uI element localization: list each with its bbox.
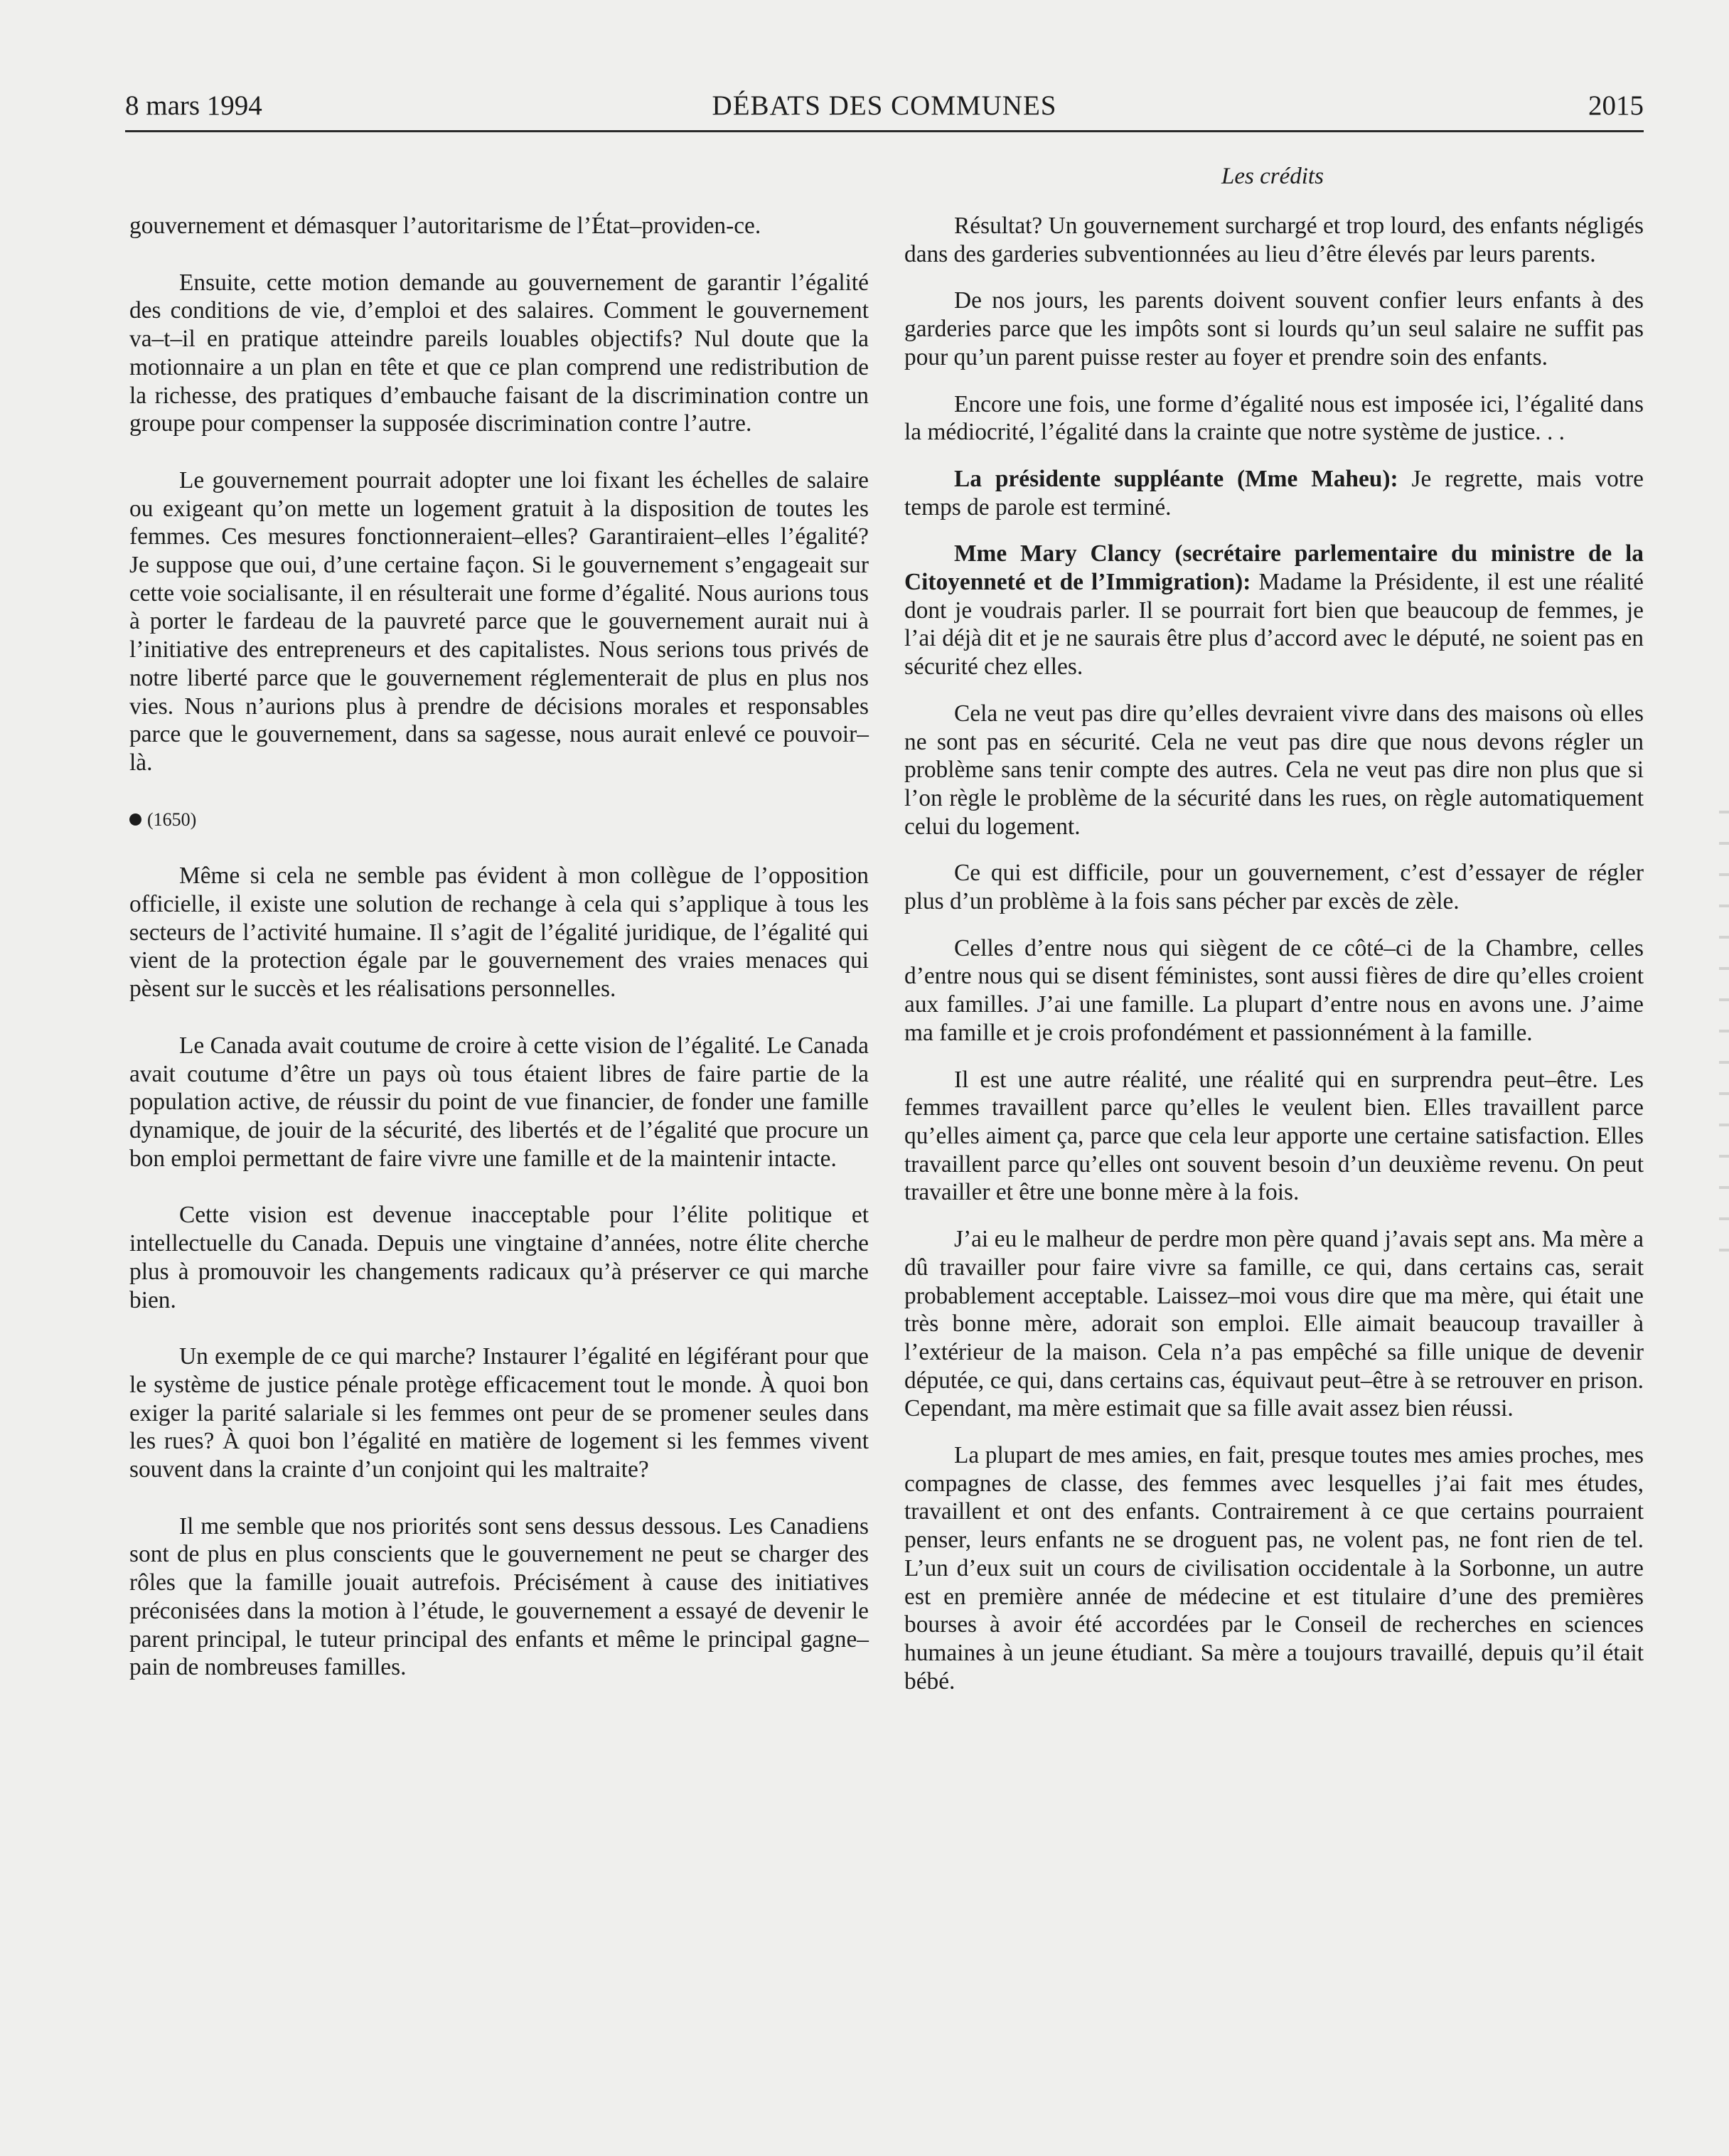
speech-paragraph <box>904 540 1644 681</box>
paragraph: J’ai eu le malheur de perdre mon père quand j’avais sept ans. Ma mère a dû travailler pour faire vivre sa famille, ce qui, dans certains cas, serait probablement acceptable. Laissez–moi vous dire que ma mère, qui était une très bonne mère, adorait son emploi. Elle aimait beaucoup travailler à l’extérieur de la maison. Cela n’a pas empêché sa fille unique de devenir députée, ce qui, dans certains cas, équivaut peut–être à se retrouver en prison. Cependant, ma mère estimait que sa fille avait assez bien réussi. <box>904 1226 1644 1422</box>
paragraph: Ce qui est difficile, pour un gouvernement, c’est d’essayer de régler plus d’un problème à la fois sans pécher par excès de zèle. <box>904 860 1644 915</box>
paragraph: Encore une fois, une forme d’égalité nous est imposée ici, l’égalité dans la médiocrité, l’égalité dans la crainte que notre système de justice. . . <box>904 390 1644 446</box>
scan-margin-bleed <box>1719 782 1729 1280</box>
bullet-icon <box>129 813 141 826</box>
right-column <box>904 212 1644 1714</box>
page-header <box>125 90 1644 132</box>
paragraph: Le Canada avait coutume de croire à cette vision de l’égalité. Le Canada avait coutume d’être un pays où tous étaient libres de faire partie de la population active, de réussir du point de vue financier, de fonder une famille dynamique, de jouir de la sécurité, des libertés et de l’égalité que procure un bon emploi permettant de faire vivre une famille et de la maintenir intacte. <box>129 1032 869 1172</box>
paragraph: Même si cela ne semble pas évident à mon collègue de l’opposition officielle, il existe une solution de rechange à cela qui s’applique à tous les secteurs de l’activité humaine. Il s’agit de l’égalité juridique, de l’égalité qui vient de la protection égale par le gouvernement des vraies menaces qui pèsent sur le succès et les réalisations personnelles. <box>129 863 869 1003</box>
header-page-number: 2015 <box>1588 90 1644 121</box>
paragraph: Celles d’entre nous qui siègent de ce côté–ci de la Chambre, celles d’entre nous qui se disent féministes, sont aussi fières de dire qu’elles croient aux familles. J’ai une famille. La plupart d’entre nous en avons une. J’aime ma famille et je crois profondément et passionnément à la famille. <box>904 934 1644 1046</box>
paragraph: gouvernement et démasquer l’autoritarisme de l’État–providen-ce. <box>129 213 761 239</box>
header-date: 8 mars 1994 <box>125 90 262 121</box>
speaker-name: La présidente suppléante (Mme Maheu): <box>954 465 1398 492</box>
header-title: DÉBATS DES COMMUNES <box>712 90 1057 121</box>
left-column <box>129 212 869 1710</box>
paragraph: Ensuite, cette motion demande au gouvernement de garantir l’égalité des conditions de vie, d’emploi et des salaires. Comment le gouvernement va–t–il en pratique atteindre pareils louables objectifs? Nul doute que la motionnaire a un plan en tête et que ce plan comprend une redistribution de la richesse, des pratiques d’embauche faisant de la discrimination contre un groupe pour compenser la supposée discrimination contre l’autre. <box>129 269 869 437</box>
paragraph: Le gouvernement pourrait adopter une loi fixant les échelles de salaire ou exigeant qu’on mette un logement gratuit à la disposition de toutes les femmes. Ces mesures fonctionneraient–elles? Garantiraient–elles l’égalité? Je suppose que oui, d’une certaine façon. Si le gouvernement s’engageait sur cette voie socialisante, il en résulterait une forme d’égalité. Nous aurions tous à porter le fardeau de la pauvreté parce que le gouvernement aurait nui à l’initiative des entrepreneurs et des capitalistes. Nous serions tous privés de notre liberté parce que le gouvernement réglementerait de plus en plus nos vies. Nous n’aurions plus à prendre de décisions morales et responsables parce que le gouvernement, dans sa sagesse, nous aurait enlevé ce pouvoir–là. <box>129 466 869 776</box>
paragraph: De nos jours, les parents doivent souvent confier leurs enfants à des garderies parce que les impôts sont si lourds qu’un seul salaire ne suffit pas pour qu’un parent puisse rester au foyer et prendre soin des enfants. <box>904 287 1644 370</box>
paragraph: Un exemple de ce qui marche? Instaurer l’égalité en légiférant pour que le système de justice pénale protège efficacement tout le monde. À quoi bon exiger la parité salariale si les femmes ont peur de se promener seules dans les rues? À quoi bon l’égalité en matière de logement si les femmes vivent souvent dans la crainte d’un conjoint qui les maltraite? <box>129 1343 869 1483</box>
paragraph: Résultat? Un gouvernement surchargé et trop lourd, des enfants négligés dans des garderies subventionnées au lieu d’être élevés par leurs parents. <box>904 213 1644 267</box>
time-marker <box>129 806 869 834</box>
header-rule <box>125 130 1644 132</box>
speech-text: Madame la Présidente, il est une réalité dont je voudrais parler. Il se pourrait fort bien que beaucoup de femmes, je l’ai déjà dit et je ne saurais être plus d’accord avec le député, ne soient pas en sécurité chez elles. <box>904 569 1644 681</box>
time-marker-label: (1650) <box>147 808 197 830</box>
paragraph: Cette vision est devenue inacceptable pour l’élite politique et intellectuelle du Canada. Depuis une vingtaine d’années, notre élite cherche plus à promouvoir les changements radicaux qu’à préserver ce qui marche bien. <box>129 1202 869 1313</box>
running-head: Les crédits <box>1221 164 1324 189</box>
speaker-name: Mme Mary Clancy (secrétaire parlementaire du ministre de la Citoyenneté et de l’Immigration): <box>904 540 1644 596</box>
paragraph: Il est une autre réalité, une réalité qui en surprendra peut–être. Les femmes travaillent parce qu’elles le veulent bien. Elles travaillent parce qu’elles aiment ça, parce que cela leur apporte une certaine satisfaction. Elles travaillent parce qu’elles ont souvent besoin d’un deuxième revenu. On peut travailler et être une bonne mère à la fois. <box>904 1066 1644 1206</box>
paragraph: La plupart de mes amies, en fait, presque toutes mes amies proches, mes compagnes de classe, des femmes avec lesquelles j’ai fait mes études, travaillent et ont des enfants. Contrairement à ce que certains pourraient penser, leurs enfants ne se droguent pas, ne volent pas, ne font rien de tel. L’un d’eux suit un cours de civilisation occidentale à la Sorbonne, un autre est en première année de médecine et est titulaire d’une des premières bourses à avoir été accordées par le Conseil de recherches en sciences humaines à un jeune étudiant. Sa mère a toujours travaillé, depuis qu’il était bébé. <box>904 1442 1644 1695</box>
speech-paragraph <box>904 465 1644 521</box>
paragraph: Il me semble que nos priorités sont sens dessus dessous. Les Canadiens sont de plus en plus conscients que le gouvernement ne peut se charger des rôles que la famille jouait autrefois. Précisément à cause des initiatives préconisées dans la motion à l’étude, le gouvernement a essayé de devenir le parent principal, le tuteur principal des enfants et même le principal gagne–pain de nombreuses familles. <box>129 1512 869 1681</box>
paragraph: Cela ne veut pas dire qu’elles devraient vivre dans des maisons où elles ne sont pas en sécurité. Cela ne veut pas dire que nous devons régler un problème sans tenir compte des autres. Cela ne veut pas dire non plus que si l’on règle le problème de la sécurité dans les rues, on règle automatiquement celui du logement. <box>904 700 1644 840</box>
speech-text: Je regrette, mais votre temps de parole est terminé. <box>904 465 1644 521</box>
